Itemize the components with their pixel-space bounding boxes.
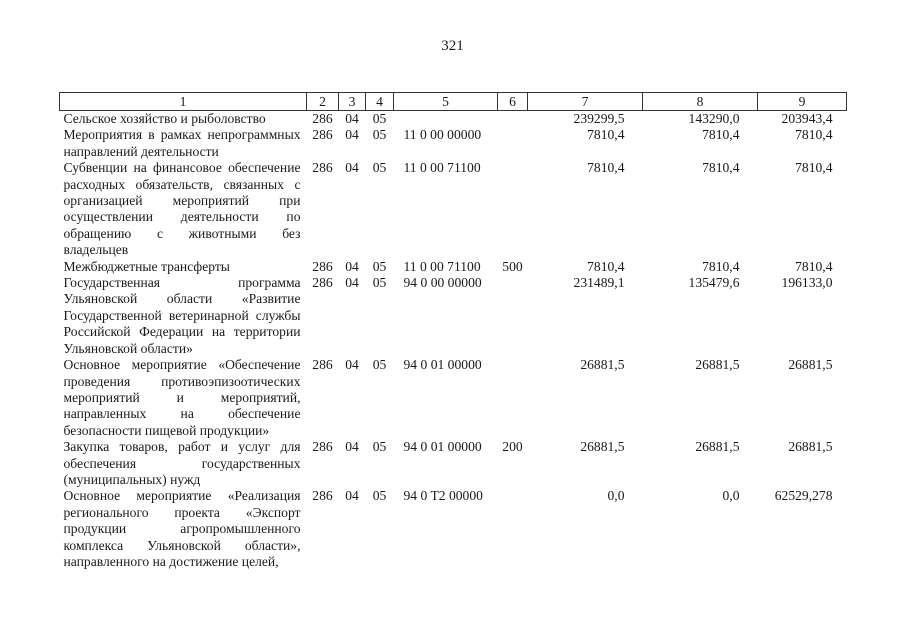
cell-amount-col8: 7810,4	[702, 258, 740, 274]
row-name: Основное мероприятие «Обеспечение проведения противоэпизоотических мероприятий и мероприятий, направленных на обеспечение безопасности пищевой продукции»	[63, 357, 301, 438]
table-row	[60, 111, 847, 128]
cell-section: 04	[345, 357, 359, 373]
cell-section: 04	[345, 160, 359, 176]
cell-amount-col8: 26881,5	[695, 439, 740, 455]
budget-table	[59, 92, 847, 570]
cell-amount-col9: 26881,5	[788, 357, 833, 373]
cell-ministry-code: 286	[312, 160, 333, 176]
table-row	[60, 488, 847, 570]
cell-expense-type	[498, 357, 528, 439]
cell-expense-type	[498, 275, 528, 357]
cell-amount-col9: 62529,278	[774, 488, 833, 504]
header-cell: 4	[366, 93, 394, 111]
cell-amount-col8: 7810,4	[702, 127, 740, 143]
cell-amount-col9: 26881,5	[788, 439, 833, 455]
cell-amount-col7: 7810,4	[587, 160, 625, 176]
cell-amount-col7: 0,0	[607, 488, 625, 504]
cell-amount-col8: 0,0	[722, 488, 740, 504]
cell-amount-col7: 239299,5	[573, 111, 625, 126]
header-cell: 1	[60, 93, 307, 111]
cell-expense-type	[498, 488, 528, 570]
table-header-row	[60, 93, 847, 111]
cell-target-article: 94 0 T2 00000	[403, 488, 483, 504]
row-name: Основное мероприятие «Реализация регионального проекта «Экспорт продукции агропромышленного комплекса Ульяновской области», направленного на достижение целей,	[63, 488, 301, 569]
header-cell: 3	[339, 93, 366, 111]
table-row	[60, 357, 847, 439]
cell-ministry-code: 286	[312, 258, 333, 274]
cell-amount-col9: 203943,4	[781, 111, 833, 126]
row-name: Субвенции на финансовое обеспечение расходных обязательств, связанных с организацией мероприятий при осуществлении деятельности по обращению с животными без владельцев	[63, 160, 301, 258]
row-name: Сельское хозяйство и рыболовство	[63, 111, 266, 126]
cell-amount-col7: 231489,1	[573, 275, 625, 291]
header-cell: 9	[758, 93, 847, 111]
header-cell: 7	[528, 93, 643, 111]
cell-amount-col9: 7810,4	[795, 127, 833, 143]
table-row	[60, 259, 847, 275]
row-name: Межбюджетные трансферты	[63, 258, 230, 274]
cell-expense-type	[498, 127, 528, 160]
cell-amount-col9: 7810,4	[795, 160, 833, 176]
cell-subsection: 05	[372, 258, 387, 274]
cell-section: 04	[345, 127, 359, 143]
table-row	[60, 439, 847, 488]
row-name: Государственная программа Ульяновской области «Развитие Государственной ветеринарной службы Российской Федерации на территории Ульяновской области»	[63, 275, 301, 356]
cell-amount-col7: 7810,4	[587, 258, 625, 274]
header-cell: 2	[307, 93, 339, 111]
cell-target-article: 94 0 01 00000	[403, 357, 482, 373]
cell-ministry-code: 286	[312, 275, 333, 291]
cell-amount-col7: 7810,4	[587, 127, 625, 143]
cell-section: 04	[345, 111, 359, 126]
page-number: 321	[441, 38, 464, 54]
cell-expense-type: 200	[502, 439, 523, 455]
header-cell: 6	[498, 93, 528, 111]
cell-amount-col8: 26881,5	[695, 357, 740, 373]
cell-section: 04	[345, 488, 359, 504]
cell-ministry-code: 286	[312, 127, 333, 143]
cell-expense-type: 500	[502, 258, 523, 274]
cell-subsection: 05	[372, 439, 387, 455]
row-name: Мероприятия в рамках непрограммных направлений деятельности	[63, 127, 301, 159]
cell-amount-col7: 26881,5	[580, 439, 625, 455]
cell-subsection: 05	[372, 275, 387, 291]
table-row	[60, 275, 847, 357]
cell-section: 04	[345, 258, 359, 274]
cell-target-article: 94 0 01 00000	[403, 439, 482, 455]
cell-target-article	[394, 111, 498, 128]
cell-ministry-code: 286	[312, 488, 333, 504]
cell-amount-col9: 196133,0	[781, 275, 833, 291]
cell-amount-col8: 7810,4	[702, 160, 740, 176]
cell-subsection: 05	[372, 127, 387, 143]
cell-subsection: 05	[372, 357, 387, 373]
header-cell: 5	[394, 93, 498, 111]
cell-expense-type	[498, 160, 528, 258]
cell-subsection: 05	[372, 111, 387, 126]
cell-amount-col9: 7810,4	[795, 258, 833, 274]
cell-amount-col7: 26881,5	[580, 357, 625, 373]
cell-subsection: 05	[372, 488, 387, 504]
cell-subsection: 05	[372, 160, 387, 176]
cell-target-article: 11 0 00 71100	[403, 160, 481, 176]
cell-target-article: 11 0 00 00000	[403, 127, 482, 143]
cell-target-article: 94 0 00 00000	[403, 275, 482, 291]
cell-amount-col8: 143290,0	[688, 111, 740, 126]
cell-ministry-code: 286	[312, 439, 333, 455]
table-row	[60, 127, 847, 160]
cell-section: 04	[345, 439, 359, 455]
header-cell: 8	[643, 93, 758, 111]
row-name: Закупка товаров, работ и услуг для обеспечения государственных (муниципальных) нужд	[63, 439, 301, 487]
cell-amount-col8: 135479,6	[688, 275, 740, 291]
cell-target-article: 11 0 00 71100	[403, 258, 481, 274]
cell-section: 04	[345, 275, 359, 291]
cell-ministry-code: 286	[312, 357, 333, 373]
cell-expense-type	[498, 111, 528, 128]
cell-ministry-code: 286	[312, 111, 333, 126]
table-row	[60, 160, 847, 258]
